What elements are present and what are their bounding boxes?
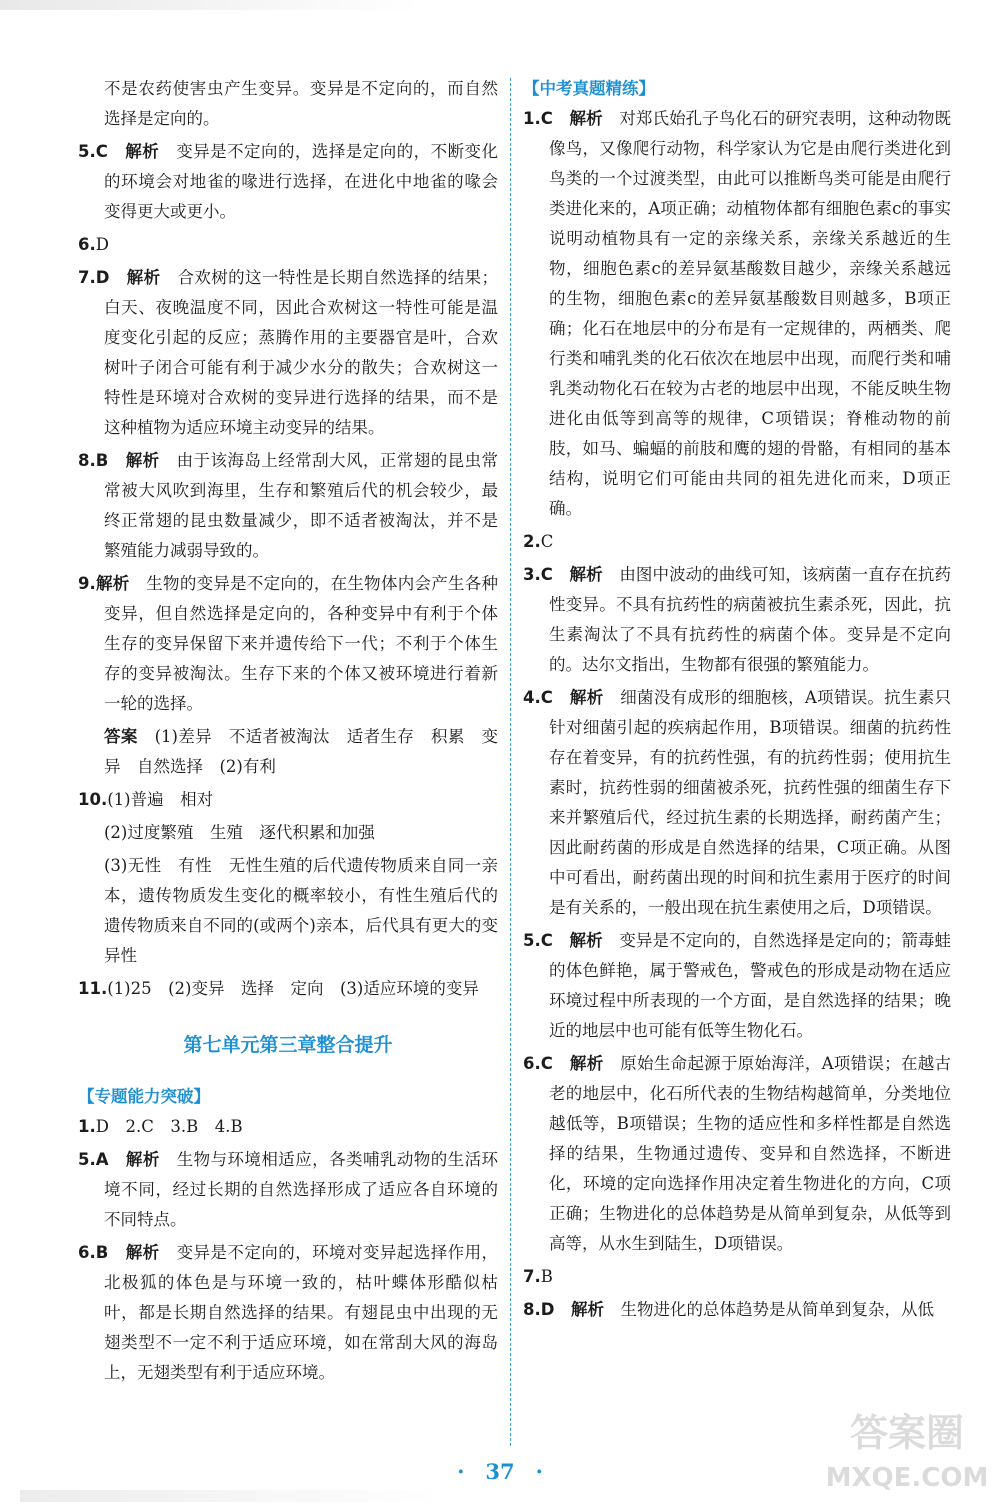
item-keyword: D 解析	[95, 268, 161, 287]
item-keyword: 解析	[95, 574, 130, 593]
item-text: D	[95, 235, 109, 254]
answer-item	[523, 1262, 951, 1292]
answer-item	[78, 569, 498, 719]
item-keyword: C 解析	[540, 931, 603, 950]
item-text: 生物的变异是不定向的，在生物体内会产生各种变异，但自然选择是定向的，各种变异中有利于个体生存的变异保留下来并遗传给下一代；不利于个体生存的变异被淘汰。生存下来的个体又被环境进行着新一轮的选择。	[104, 574, 499, 713]
scan-stain-top	[0, 0, 420, 10]
item-number: 7.	[523, 1267, 541, 1286]
answer-item	[523, 1295, 951, 1325]
answer-item	[78, 818, 498, 848]
item-text: 对郑氏始孔子鸟化石的研究表明，这种动物既像鸟，又像爬行动物，科学家认为它是由爬行类进化到鸟类的一个过渡类型，由此可以推断鸟类可能是由爬行类进化来的，A项正确；动植物体都有细胞色素c的事实说明动植物具有一定的亲缘关系，亲缘关系越近的生物，细胞色素c的差异氨基酸数目越少，亲缘关系越远的生物，细胞色素c的差异氨基酸数目则越多，B项正确；化石在地层中的分布是有一定规律的，两栖类、爬行类和哺乳类的化石依次在地层中出现，而爬行类和哺乳类动物化石在较为古老的地层中出现，不能反映生物进化由低等到高等的规律，C项错误；脊椎动物的前肢，如马、蝙蝠的前肢和鹰的翅的骨骼，有相同的基本结构，说明它们可能由共同的祖先进化而来，D项正确。	[549, 109, 952, 518]
item-number: 6.	[78, 235, 96, 254]
item-number: 5.	[523, 931, 541, 950]
answer-item	[523, 926, 951, 1046]
answer-item	[78, 1112, 498, 1142]
item-number: 3.	[523, 565, 541, 584]
item-number: 6.	[523, 1054, 541, 1073]
answer-item	[523, 1049, 951, 1259]
item-keyword: D 解析	[540, 1300, 604, 1319]
item-text: 生物进化的总体趋势是从简单到复杂，从低	[620, 1300, 934, 1319]
item-number: 5.	[78, 142, 96, 161]
item-keyword: 答案	[104, 727, 138, 746]
answer-item	[78, 722, 498, 782]
item-number: 6.	[78, 1243, 96, 1262]
ability-answer-list	[78, 1112, 498, 1388]
item-text: (2)过度繁殖 生殖 逐代积累和加强	[104, 823, 375, 842]
item-text: C	[540, 532, 554, 551]
answer-item	[78, 74, 498, 134]
answer-item	[78, 230, 498, 260]
item-keyword: C 解析	[95, 142, 160, 161]
item-keyword: B 解析	[95, 1243, 160, 1262]
item-text: 由图中波动的曲线可知，该病菌一直存在抗药性变异。不具有抗药性的病菌被抗生素杀死，因此，抗生素淘汰了不具有抗药性的病菌个体。变异是不定向的。达尔文指出，生物都有很强的繁殖能力。	[549, 565, 952, 674]
exam-answer-list	[523, 104, 951, 1325]
chapter-title: 第七单元第三章整合提升	[183, 1034, 393, 1056]
scan-stain-bottom	[20, 1490, 440, 1502]
watermark-line1: 答案圈	[849, 1411, 965, 1455]
left-column	[78, 74, 498, 1391]
item-number: 1.	[523, 109, 541, 128]
item-text: 变异是不定向的，自然选择是定向的；箭毒蛙的体色鲜艳，属于警戒色，警戒色的形成是动物在适应环境过程中所表现的一个方面，是自然选择的结果；晚近的地层中也可能有低等生物化石。	[549, 931, 952, 1040]
item-text: 变异是不定向的，环境对变异起选择作用，北极狐的体色是与环境一致的，枯叶蝶体形酷似枯叶，都是长期自然选择的结果。有翅昆虫中出现的无翅类型不一定不利于适应环境，如在常刮大风的海岛上，无翅类型有利于适应环境。	[104, 1243, 499, 1382]
answer-item	[523, 104, 951, 524]
item-keyword: B 解析	[95, 451, 160, 470]
item-number: 11.	[78, 979, 108, 998]
item-text: (3)无性 有性 无性生殖的后代遗传物质来自同一亲本，遗传物质发生变化的概率较小，有性生殖后代的遗传物质来自不同的(或两个)亲本，后代具有更大的变异性	[104, 856, 498, 965]
item-text: 原始生命起源于原始海洋，A项错误；在越古老的地层中，化石所代表的生物结构越简单，分类地位越低等，B项错误；生物的适应性和多样性都是自然选择的结果，生物通过遗传、变异和自然选择，不断进化，环境的定向选择作用决定着生物进化的方向，C项正确；生物进化的总体趋势是从简单到复杂，从低等到高等，从水生到陆生，D项错误。	[549, 1054, 952, 1253]
item-keyword: C 解析	[540, 109, 603, 128]
answer-item	[523, 560, 951, 680]
section-tag-exam: 【中考真题精练】	[523, 79, 655, 98]
item-number: 8.	[523, 1300, 541, 1319]
item-keyword: A 解析	[95, 1150, 160, 1169]
item-number: 1.	[78, 1117, 96, 1136]
answer-item	[78, 1238, 498, 1388]
answer-item	[78, 263, 498, 443]
left-answer-list	[78, 74, 498, 1004]
column-divider	[510, 78, 511, 1446]
page-number: · 37 ·	[457, 1459, 543, 1484]
item-keyword: C 解析	[540, 565, 603, 584]
item-number: 4.	[523, 688, 541, 707]
item-text: 变异是不定向的，选择是定向的，不断变化的环境会对地雀的喙进行选择，在进化中地雀的喙会变得更大或更小。	[104, 142, 499, 221]
item-number: 8.	[78, 451, 96, 470]
item-number: 2.	[523, 532, 541, 551]
answer-item	[78, 974, 498, 1004]
item-keyword: C 解析	[540, 688, 604, 707]
item-text: 细菌没有成形的细胞核，A项错误。抗生素只针对细菌引起的疾病起作用，B项错误。细菌的抗药性存在着变异，有的抗药性强，有的抗药性弱；使用抗生素时，抗药性弱的细菌被杀死，抗药性强的细菌生存下来并繁殖后代，经过抗生素的长期选择，耐药菌产生；因此耐药菌的形成是自然选择的结果，C项正确。从图中可看出，耐药菌出现的时间和抗生素用于医疗的时间是有关系的，一般出现在抗生素使用之后，D项错误。	[549, 688, 952, 917]
right-column	[523, 74, 951, 1328]
answer-item	[523, 683, 951, 923]
item-text: (1)普遍 相对	[107, 790, 214, 809]
answer-item	[78, 1145, 498, 1235]
watermark-logo	[822, 1400, 992, 1496]
item-text: (1)25 (2)变异 选择 定向 (3)适应环境的变异	[107, 979, 479, 998]
item-text: 合欢树的这一特性是长期自然选择的结果；白天、夜晚温度不同，因此合欢树这一特性可能是温度变化引起的反应；蒸腾作用的主要器官是叶，合欢树叶子闭合可能有利于减少水分的散失；合欢树这一特性是环境对合欢树的变异进行选择的结果，而不是这种植物为适应环境主动变异的结果。	[104, 268, 499, 437]
item-text: (1)差异 不适者被淘汰 适者生存 积累 变异 自然选择 (2)有利	[104, 727, 499, 776]
section-tag-ability: 【专题能力突破】	[78, 1087, 210, 1106]
answer-item	[523, 527, 951, 557]
answer-item	[78, 137, 498, 227]
item-text: 不是农药使害虫产生变异。变异是不定向的，而自然选择是定向的。	[104, 79, 498, 128]
item-text: 由于该海岛上经常刮大风，正常翅的昆虫常常被大风吹到海里，生存和繁殖后代的机会较少，最终正常翅的昆虫数量减少，即不适者被淘汰，并不是繁殖能力减弱导致的。	[104, 451, 499, 560]
watermark-line2: MXQE.COM	[825, 1463, 989, 1493]
item-text: B	[540, 1267, 553, 1286]
answer-item	[78, 851, 498, 971]
item-keyword: C 解析	[540, 1054, 604, 1073]
item-number: 9.	[78, 574, 96, 593]
item-number: 7.	[78, 268, 96, 287]
item-text: 生物与环境相适应，各类哺乳动物的生活环境不同，经过长期的自然选择形成了适应各自环境的不同特点。	[104, 1150, 499, 1229]
answer-item	[78, 446, 498, 566]
item-number: 10.	[78, 790, 108, 809]
item-number: 5.	[78, 1150, 96, 1169]
answer-item	[78, 785, 498, 815]
item-text: D 2.C 3.B 4.B	[95, 1117, 243, 1136]
